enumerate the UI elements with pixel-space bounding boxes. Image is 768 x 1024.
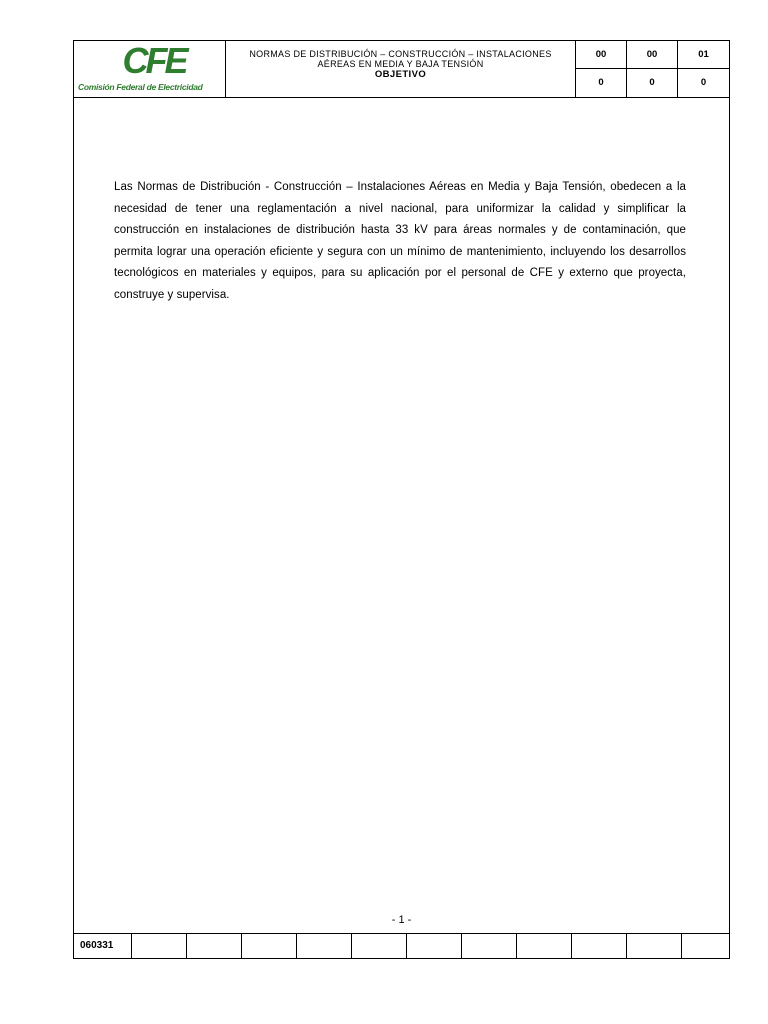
footer-cell xyxy=(572,934,627,958)
code-bottom-1: 0 xyxy=(576,69,627,97)
footer-revision-table xyxy=(74,933,729,958)
cfe-logo-text: Comisión Federal de Electricidad xyxy=(78,82,203,92)
document-frame xyxy=(73,40,730,959)
code-top-1: 00 xyxy=(576,41,627,69)
page-number: - 1 - xyxy=(391,914,412,926)
footer-cell xyxy=(352,934,407,958)
footer-doc-code: 060331 xyxy=(74,934,132,958)
document-title-block xyxy=(226,41,576,97)
code-bottom-2: 0 xyxy=(627,69,678,97)
footer-cell xyxy=(462,934,517,958)
objective-paragraph: Las Normas de Distribución - Construcción – Instalaciones Aéreas en Media y Baja Tensión, obedecen a la necesidad de tener una reglamentación a nivel nacional, para uniformizar la calidad y simplificar la construcción en instalaciones de distribución hasta 33 kV para áreas normales y de contaminación, que permita lograr una operación eficiente y segura con un mínimo de mantenimiento, incluyendo los desarrollos tecnológicos en materiales y equipos, para su aplicación por el personal de CFE y externo que proyecta, construye y supervisa. xyxy=(114,181,686,301)
footer-cell xyxy=(627,934,682,958)
footer-cell xyxy=(187,934,242,958)
footer-cell xyxy=(297,934,352,958)
code-top-3: 01 xyxy=(678,41,729,69)
document-header xyxy=(74,41,729,98)
footer-cell xyxy=(242,934,297,958)
section-title: OBJETIVO xyxy=(374,69,427,80)
document-code-grid xyxy=(576,41,729,97)
cfe-logo xyxy=(74,41,226,97)
cfe-logo-mark: CFE xyxy=(122,40,186,81)
footer-cell xyxy=(132,934,187,958)
code-top-2: 00 xyxy=(627,41,678,69)
footer-cell xyxy=(517,934,572,958)
document-title-line-2: AÉREAS EN MEDIA Y BAJA TENSIÓN xyxy=(317,59,484,69)
footer-cell xyxy=(682,934,729,958)
document-title-line-1: NORMAS DE DISTRIBUCIÓN – CONSTRUCCIÓN – INSTALACIONES xyxy=(249,49,552,59)
footer-cell xyxy=(407,934,462,958)
code-bottom-3: 0 xyxy=(700,77,707,88)
